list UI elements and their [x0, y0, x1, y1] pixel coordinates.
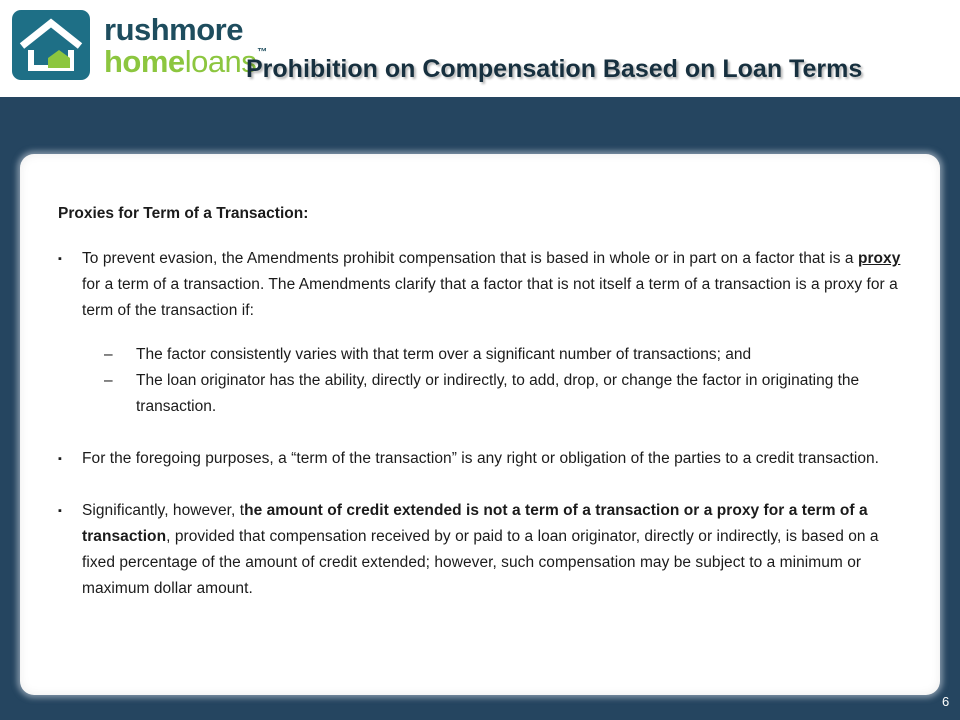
sub-bullet-item: [58, 368, 908, 420]
brand-wordmark: [104, 14, 267, 77]
bullet-text: Significantly, however, t: [82, 502, 245, 519]
bullet-marker: ▪: [58, 505, 62, 517]
bullet-marker: ▪: [58, 453, 62, 465]
brand-name-loans: loans: [184, 44, 257, 79]
house-logo-icon: [12, 10, 90, 80]
sub-bullet-marker: –: [104, 372, 113, 389]
sub-bullet-item: [58, 342, 908, 368]
bullet-text: To prevent evasion, the Amendments prohibit compensation that is based in whole or in part on a factor that is a: [82, 250, 858, 267]
sub-bullet-marker: –: [104, 346, 113, 363]
sub-bullet-text: The factor consistently varies with that term over a significant number of transactions; and: [136, 346, 752, 363]
sub-bullet-text: The loan originator has the ability, directly or indirectly, to add, drop, or change the factor in originating the transaction.: [136, 372, 860, 415]
section-heading: Proxies for Term of a Transaction:: [58, 205, 309, 222]
slide-content: [58, 204, 908, 602]
brand-name-line2: [104, 46, 267, 77]
slide-header: [0, 0, 960, 97]
brand-name-line1: rushmore: [104, 12, 243, 47]
bullet-text: For the foregoing purposes, a “term of the transaction” is any right or obligation of the parties to a credit transaction.: [82, 450, 880, 467]
slide-title: Prohibition on Compensation Based on Loan Terms: [246, 55, 863, 83]
page-number: 6: [942, 694, 950, 709]
bullet-item-term-definition: [58, 446, 908, 472]
bullet-item-proxy: [58, 246, 908, 324]
bullet-emphasis: he amount of credit extended is not a term of a transaction or a proxy for a term of a transaction: [82, 502, 868, 545]
bullet-text: for a term of a transaction. The Amendments clarify that a factor that is not itself a term of a transaction is a proxy for a term of the transaction if:: [82, 276, 898, 319]
bullet-item-credit-amount: [58, 498, 908, 602]
trademark-mark: ™: [257, 47, 267, 58]
bullet-text: , provided that compensation received by or paid to a loan originator, directly or indirectly, is based on a fixed percentage of the amount of credit extended; however, such compensation may be subject to a minimum or maximum dollar amount.: [82, 528, 879, 597]
brand-name-home: home: [104, 44, 185, 79]
bullet-emphasis: proxy: [857, 250, 901, 267]
bullet-marker: ▪: [58, 253, 62, 265]
